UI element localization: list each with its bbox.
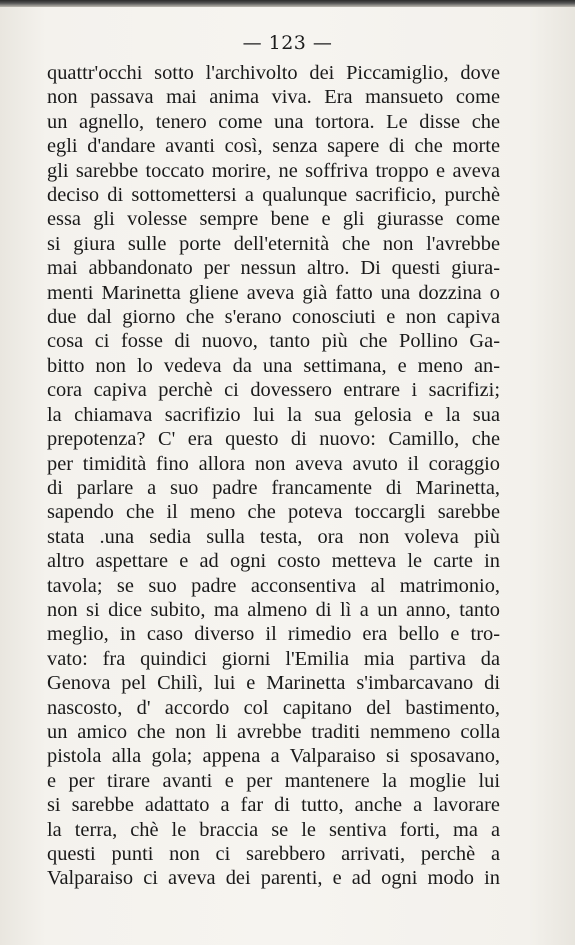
text-line: questi punti non ci sarebbero arrivati, perchè a <box>47 843 500 865</box>
text-line: per timidità fino allora non aveva avuto il coraggio <box>47 452 500 475</box>
text-line: deciso di sottomettersi a qualunque sacrificio, purchè <box>47 184 500 207</box>
text-line: un agnello, tenero come una tortora. Le disse che <box>47 110 500 133</box>
text-line: Valparaiso ci aveva dei parenti, e ad ogni modo in <box>47 867 500 890</box>
text-line: egli d'andare avanti così, senza sapere di che morte <box>47 135 500 158</box>
text-line: si giura sulle porte dell'eternità che non l'avrebbe <box>47 232 500 255</box>
text-line: mai abbandonato per nessun altro. Di questi giura- <box>47 257 500 280</box>
text-line: due dal giorno che s'erano conosciuti e non capiva <box>47 306 500 329</box>
text-line: un amico che non li avrebbe traditi nemmeno colla <box>47 720 500 743</box>
text-line: e per tirare avanti e per mantenere la moglie lui <box>47 769 500 792</box>
text-line: nascosto, d' accordo col capitano del bastimento, <box>47 696 500 719</box>
text-line: Genova pel Chilì, lui e Marinetta s'imbarcavano di <box>47 672 500 695</box>
text-line: prepotenza? C' era questo di nuovo: Camillo, che <box>47 428 500 451</box>
page-number: — 123 — <box>242 32 333 54</box>
text-line: quattr'occhi sotto l'archivolto dei Piccamiglio, dove <box>47 62 500 84</box>
text-line: meglio, in caso diverso il rimedio era bello e tro- <box>47 623 500 646</box>
text-line: bitto non lo vedeva da una settimana, e meno an- <box>47 354 500 377</box>
text-line: menti Marinetta gliene aveva già fatto una dozzina o <box>47 281 500 304</box>
text-line: la chiamava sacrifizio lui la sua gelosia e la sua <box>47 403 500 426</box>
text-line: pistola alla gola; appena a Valparaiso si sposavano, <box>47 745 500 768</box>
text-line: la terra, chè le braccia se le sentiva forti, ma a <box>47 818 500 841</box>
text-line: tavola; se suo padre acconsentiva al matrimonio, <box>47 574 500 597</box>
body-text <box>47 61 500 891</box>
text-line: non si dice subito, ma almeno di lì a un anno, tanto <box>47 598 500 621</box>
page-top-edge-shadow <box>0 0 575 7</box>
text-line: gli sarebbe toccato morire, ne soffriva troppo e aveva <box>47 159 500 182</box>
text-line: si sarebbe adattato a far di tutto, anche a lavorare <box>47 794 500 817</box>
text-line: cosa ci fosse di nuovo, tanto più che Pollino Ga- <box>47 330 500 353</box>
text-line: altro aspettare e ad ogni costo metteva le carte in <box>47 550 500 573</box>
text-line: sapendo che il meno che poteva toccargli sarebbe <box>47 501 500 524</box>
text-line: essa gli volesse sempre bene e gli giurasse come <box>47 208 500 231</box>
text-line: vato: fra quindici giorni l'Emilia mia partiva da <box>47 647 500 670</box>
text-line: non passava mai anima viva. Era mansueto come <box>47 86 500 109</box>
text-line: stata .una sedia sulla testa, ora non voleva più <box>47 525 500 548</box>
text-line: di parlare a suo padre francamente di Marinetta, <box>47 476 500 499</box>
text-line: cora capiva perchè ci dovessero entrare i sacrifizi; <box>47 379 500 402</box>
